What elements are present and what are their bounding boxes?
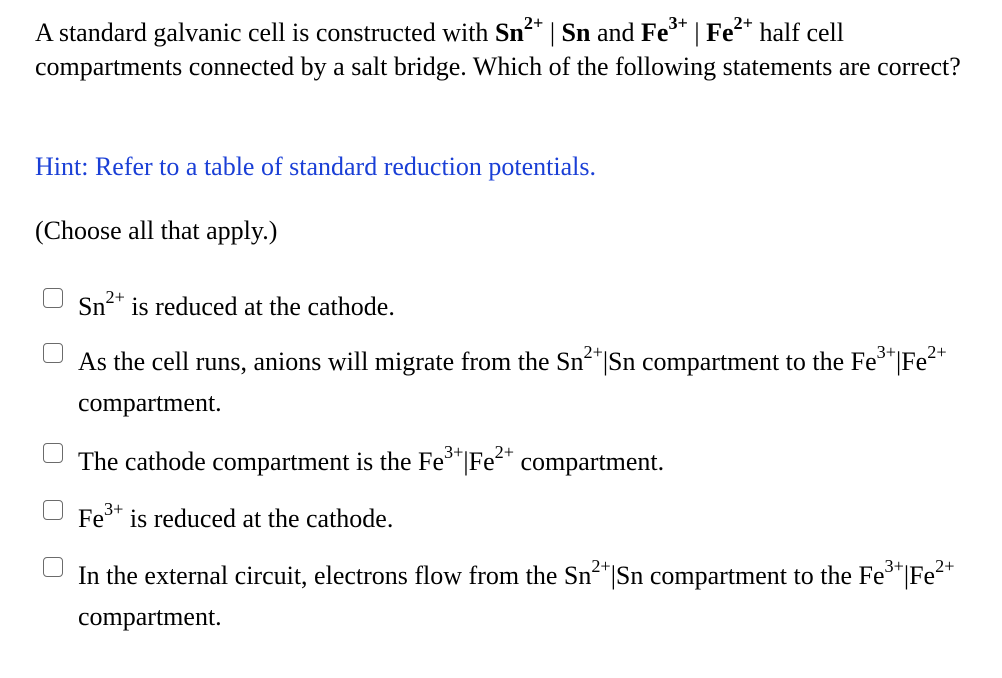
option-checkbox[interactable] — [43, 343, 63, 363]
option-checkbox[interactable] — [43, 443, 63, 463]
hint-text: Hint: Refer to a table of standard reduction potentials. — [35, 152, 596, 181]
option-label: $Sn^{2+}$ is reduced at the cathode. — [78, 286, 395, 321]
fe2-ion: $Fe^{2+}$ — [706, 12, 754, 47]
option-checkbox[interactable] — [43, 288, 63, 308]
question-part: A standard galvanic cell is constructed with — [35, 18, 495, 47]
question-part: half cell compartments connected by a salt bridge. Which of the following statements are correct? — [35, 18, 961, 81]
option-checkbox[interactable] — [43, 557, 63, 577]
question-part: and — [590, 18, 642, 47]
sn-metal: Sn — [561, 18, 591, 47]
instruction-text: (Choose all that apply.) — [35, 216, 278, 245]
fe3-ion: $Fe^{3+}$ — [641, 12, 688, 47]
question-text — [35, 12, 975, 84]
separator: | — [543, 18, 562, 47]
option-label: $Fe^{3+}$ is reduced at the cathode. — [78, 498, 394, 533]
separator: | — [687, 18, 707, 47]
sn-ion: $Sn^{2+}$ — [494, 12, 544, 47]
option-label: As the cell runs, anions will migrate from the $Sn^{2+}|Sn$ compartment to the $Fe^{3+}|Fe^{2+}$ compartment. — [78, 341, 947, 417]
option-label: The cathode compartment is the $Fe^{3+}|Fe^{2+}$ compartment. — [78, 441, 665, 476]
option-checkbox[interactable] — [43, 500, 63, 520]
option-label: In the external circuit, electrons flow from the $Sn^{2+}|Sn$ compartment to the $Fe^{3+}|Fe^{2+}$ compartment. — [78, 555, 955, 631]
